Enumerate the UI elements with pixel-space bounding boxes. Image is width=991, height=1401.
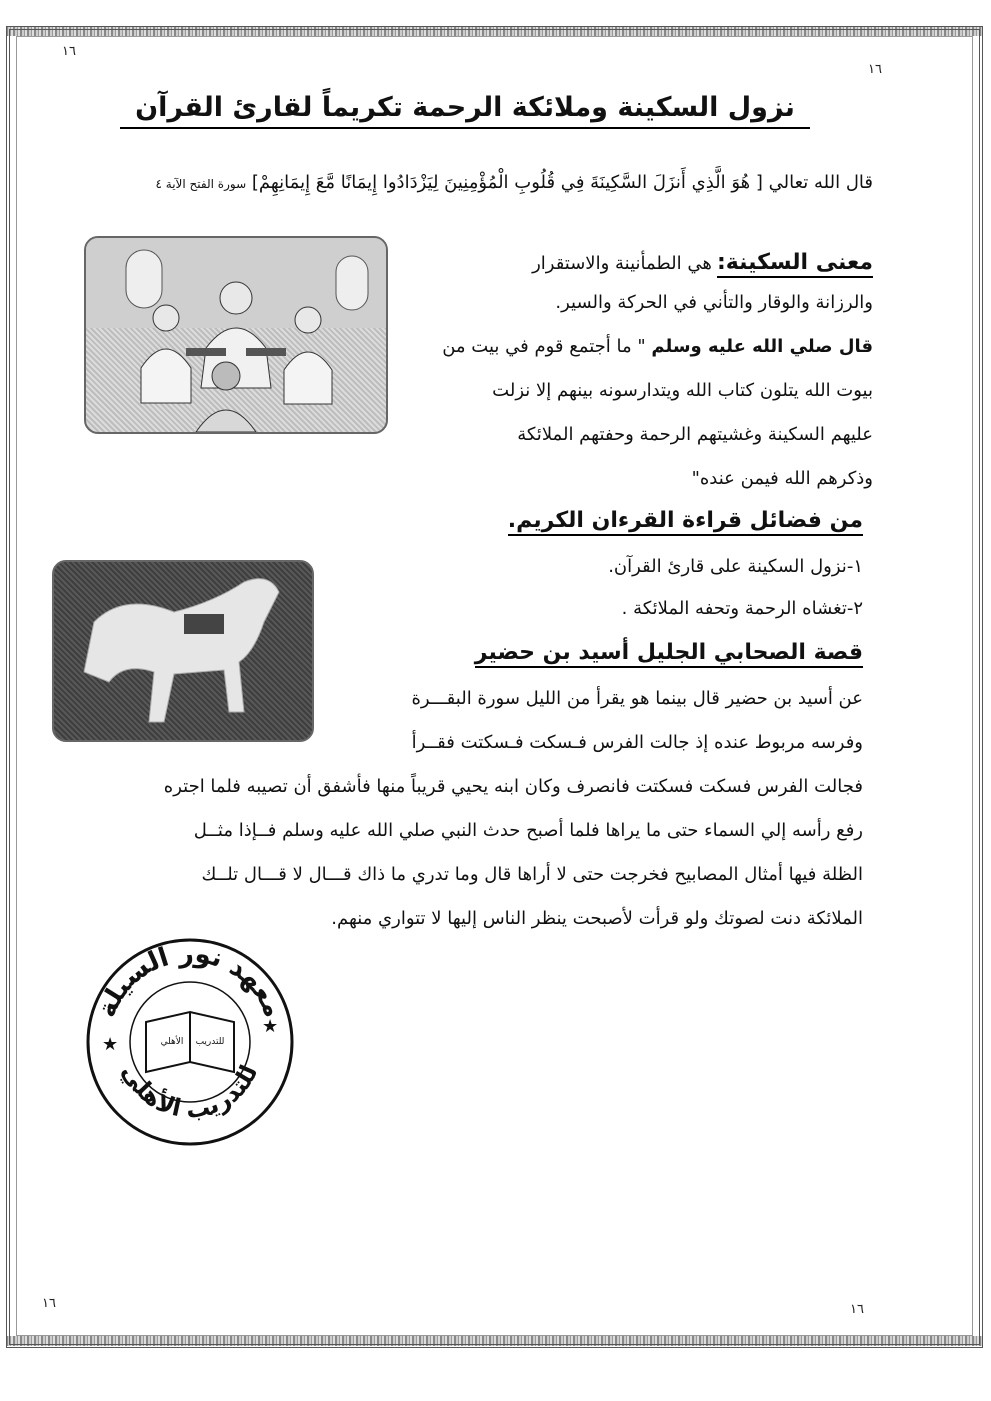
story-line-5: الظلة فيها أمثال المصابيح فخرجت حتى لا أراها قال وما تدري ما ذاك قـــال لا قـــال تلــك [201,864,863,885]
page-number-top-left: ١٦ [62,44,76,59]
stamp-bottom-text: للتدريب الأهلي [116,1059,264,1125]
hadith-line-2: بيوت الله يتلون كتاب الله ويتدارسونه بينهم إلا نزلت [492,380,873,401]
meaning-heading-line [353,250,873,275]
verse-line [63,172,873,195]
story-line-2: وفرسه مربوط عنده إذ جالت الفرس فـسكت فـسكتت فقــرأ [411,732,863,753]
page-number-bottom-left: ١٦ [42,1296,56,1311]
verse-text: هُوَ الَّذِي أَنزَلَ السَّكِينَةَ فِي قُلُوبِ الْمُؤْمِنِينَ لِيَزْدَادُوا إِيمَانًا مَّعَ إِيمَانِهِمْ] [251,172,751,193]
stamp-star-left-icon: ★ [102,1034,119,1055]
stamp-book-right-text: للتدريب [195,1037,225,1047]
hadith-line-4: وذكرهم الله فيمن عنده" [691,468,873,489]
story-heading: قصة الصحابي الجليل أسيد بن حضير [475,640,863,668]
meaning-line-1: هي الطمأنينة والاستقرار [532,253,712,274]
verse-source: سورة الفتح الآية ٤ [155,177,247,191]
stamp-star-right-icon: ★ [262,1016,279,1037]
hadith-intro: قال صلي الله عليه وسلم [651,336,873,357]
hadith-line-1 [442,336,873,358]
stamp-book-left-text: الأهلي [160,1037,184,1047]
hadith-text-1: " ما أجتمع قوم في بيت من [442,336,646,357]
meaning-line-2: والرزانة والوقار والتأني في الحركة والسير. [555,292,873,313]
horse-drawing [54,562,312,740]
quran-study-drawing [86,238,386,432]
story-line-1: عن أسيد بن حضير قال بينما هو يقرأ من الليل سورة البقـــرة [411,688,863,709]
story-line-4: رفع رأسه إلي السماء حتى ما يراها فلما أصبح حدث النبي صلي الله عليه وسلم فــإذا مثــل [193,820,863,841]
hadith-line-3: عليهم السكينة وغشيتهم الرحمة وحفتهم الملائكة [517,424,873,445]
stamp-graphic [80,932,300,1152]
page-number-bottom-right: ١٦ [850,1302,864,1317]
institute-stamp [80,932,300,1152]
page-title: نزول السكينة وملائكة الرحمة تكريماً لقارئ القرآن [120,92,810,129]
story-line-6: الملائكة دنت لصوتك ولو قرأت لأصبحت ينظر الناس إليها لا تتواري منهم. [331,908,863,929]
quran-study-illustration [84,236,388,434]
stamp-top-text: معهد نور السيلة [91,938,289,1022]
story-line-3: فجالت الفرس فسكت فسكتت فانصرف وكان ابنه يحيي قريباً منها فأشفق أن تصيبه فلما اجتره [163,776,863,797]
verse-intro: قال الله تعالي [ [755,172,873,193]
horse-photo [52,560,314,742]
page-number-top-right: ١٦ [868,62,882,77]
virtue-item-2: ٢-تغشاه الرحمة وتحفه الملائكة . [621,598,863,619]
virtue-item-1: ١-نزول السكينة على قارئ القرآن. [608,556,863,577]
meaning-heading: معنى السكينة: [717,250,873,278]
virtues-heading: من فضائل قراءة القرءان الكريم. [508,508,863,536]
